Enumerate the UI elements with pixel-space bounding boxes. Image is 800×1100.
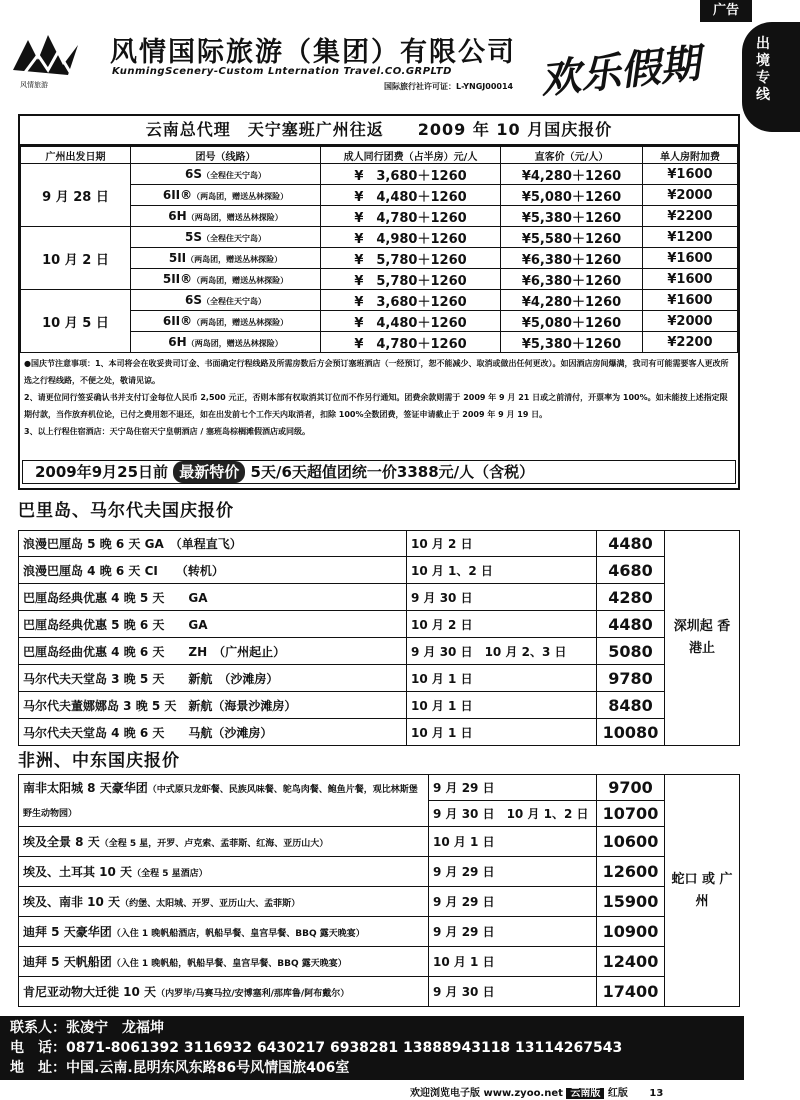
table-row: 10 月 5 日 6S（全程住天宁岛） ¥ 3,680＋1260 ¥4,280＋1260 ¥1600 [21,290,738,311]
table-row: 埃及、南非 10 天（约堡、太阳城、开罗、亚历山大、孟菲斯） 9 月 29 日 15900 [19,887,740,917]
slogan: 欢乐假期 [538,39,703,104]
table-row: 浪漫巴厘岛 4 晚 6 天 CI （转机） 10 月 1、2 日 4680 [19,557,740,584]
svg-text:风情旅游: 风情旅游 [20,81,48,89]
contact-footer [0,1016,744,1080]
contact-address: 地 址：中国.云南.昆明东风东路86号风情国旅406室 [10,1060,350,1076]
header-group: 团号（线路） [131,147,321,164]
ad-tab: 广告 [700,0,752,22]
table-row: 埃及、土耳其 10 天（全程 5 星酒店） 9 月 29 日 12600 [19,857,740,887]
notes: ●国庆节注意事项：1、本司将会在收妥贵司订金、书面确定行程线路及所需房数后方会预订塞班酒店（一经预订，恕不能减少、取消或做出任何更改）。如因酒店房间爆满，我司有可能需要客人更改所选之行程线路，不便之处，敬请见谅。 2、请更位同行签妥确认书并支付订金每位人民币 2,500 元正，否则本部有权取消其订位而不作另行通知。团费余款则需于 2009 年 9 月 21 日或之前清付，开票率为 100%。如未能按上述指定限期付款，当作放弃机位论，已付之费用恕不退还，如在出发前七个工作天内取消者，扣除 100%全数团费，签证申请截止于 2009 年 9 月 19 日。 3、以上行程住宿酒店：天宁岛住宿天宁皇朝酒店 / 塞班岛棕榈滩假酒店或同级。 [24,359,729,436]
departure-date: 10 月 5 日 [21,290,131,353]
departure-date: 9 月 28 日 [21,164,131,227]
saipan-price-table [20,146,738,353]
table-row: 巴厘岛经曲优惠 4 晚 6 天 ZH （广州起止） 9 月 30 日 10 月 2、3 日 5080 [19,638,740,665]
table-row: 马尔代夫天堂岛 4 晚 6 天 马航（沙滩房） 10 月 1 日 10080 [19,719,740,746]
color-edition: 红版 [607,1088,628,1099]
table-row: 迪拜 5 天帆船团（入住 1 晚帆船，帆船早餐、皇宫早餐、BBQ 露天晚宴） 10 月 1 日 12400 [19,947,740,977]
departure-note: 蛇口 或 广州 [665,775,740,1007]
saipan-title: 云南总代理 天宁塞班广州往返 2009 年 10 月国庆报价 [20,116,738,146]
page-number: 13 [649,1088,664,1099]
contact-person: 联系人：张凌宁 龙福坤 [10,1020,164,1036]
section-africa-mideast-title: 非洲、中东国庆报价 [18,751,180,771]
company-logo [8,30,88,90]
table-row: 浪漫巴厘岛 5 晚 6 天 GA （单程直飞） 10 月 2 日 4480 深圳起 香港止 [19,531,740,557]
header-single-supplement: 单人房附加费 [643,147,738,164]
section-bali-maldives-title: 巴里岛、马尔代夫国庆报价 [18,501,234,521]
table-row: 巴厘岛经典优惠 4 晚 5 天 GA 9 月 30 日 4280 [19,584,740,611]
table-row: 埃及全景 8 天（全程 5 星，开罗、卢克索、孟菲斯、红海、亚历山大） 10 月 1 日 10600 [19,827,740,857]
website-link[interactable]: 欢迎浏览电子版 www.zyoo.net [410,1088,563,1099]
header-trade-price: 成人同行团费（占半房）元/人 [321,147,501,164]
table-row: 南非太阳城 8 天豪华团（中式原只龙虾餐、民族风味餐、鸵鸟肉餐、鲍鱼片餐，观比林斯堡野生动物园） 9 月 29 日 9700 蛇口 或 广州 [19,775,740,801]
table-row: 10 月 2 日 5S（全程住天宁岛） ¥ 4,980＋1260 ¥5,580＋1260 ¥1200 [21,227,738,248]
table-row: 迪拜 5 天豪华团（入住 1 晚帆船酒店，帆船早餐、皇宫早餐、BBQ 露天晚宴） 9 月 29 日 10900 [19,917,740,947]
company-name: 风情国际旅游（集团）有限公司 [110,37,516,68]
table-row: 6H（两岛团，赠送丛林探险） ¥ 4,780＋1260 ¥5,380＋1260 ¥2200 [21,206,738,227]
contact-phone: 电 话：0871-8061392 3116932 6430217 6938281 13888943118 13114267543 [10,1040,623,1056]
table-row: 6H（两岛团，赠送丛林探险） ¥ 4,780＋1260 ¥5,380＋1260 ¥2200 [21,332,738,353]
header-date: 广州出发日期 [21,147,131,164]
table-row: 6II®（两岛团，赠送丛林探险） ¥ 4,480＋1260 ¥5,080＋1260 ¥2000 [21,185,738,206]
hot-deal-badge: 最新特价 [173,461,245,483]
departure-date: 10 月 2 日 [21,227,131,290]
table-row: 5II®（两岛团，赠送丛林探险） ¥ 5,780＋1260 ¥6,380＋1260 ¥1600 [21,269,738,290]
table-row: 肯尼亚动物大迁徙 10 天（内罗毕/马赛马拉/安博塞利/那库鲁/阿布戴尔） 9 月 30 日 17400 [19,977,740,1007]
table-row: 马尔代夫董娜娜岛 3 晚 5 天 新航（海景沙滩房） 10 月 1 日 8480 [19,692,740,719]
side-category-tab: 出境专线 [742,22,800,132]
page-footer [410,1084,663,1099]
company-english-name: KunmingScenery-Custom Lnternation Travel.CO.GRPLTD [112,66,452,77]
africa-mideast-table [18,774,740,1007]
bali-maldives-table [18,530,740,746]
table-row: 马尔代夫天堂岛 3 晚 5 天 新航 （沙滩房） 10 月 1 日 9780 [19,665,740,692]
table-row: 6II®（两岛团，赠送丛林探险） ¥ 4,480＋1260 ¥5,080＋1260 ¥2000 [21,311,738,332]
table-row: 9 月 28 日 6S（全程住天宁岛） ¥ 3,680＋1260 ¥4,280＋1260 ¥1600 [21,164,738,185]
header-retail-price: 直客价（元/人） [501,147,643,164]
table-row: 9 月 30 日 10 月 1、2 日 10700 [19,801,740,827]
saipan-price-box [18,114,740,490]
table-row: 5II（两岛团，赠送丛林探险） ¥ 5,780＋1260 ¥6,380＋1260 ¥1600 [21,248,738,269]
edition-tag: 云南版 [566,1088,604,1099]
license-number: 国际旅行社许可证：L-YNGJ00014 [384,82,514,91]
table-row: 巴厘岛经典优惠 5 晚 6 天 GA 10 月 2 日 4480 [19,611,740,638]
promo-banner: 2009年9月25日前 最新特价 5天/6天超值团统一价3388元/人（含税） [22,460,736,484]
departure-note: 深圳起 香港止 [665,531,740,746]
